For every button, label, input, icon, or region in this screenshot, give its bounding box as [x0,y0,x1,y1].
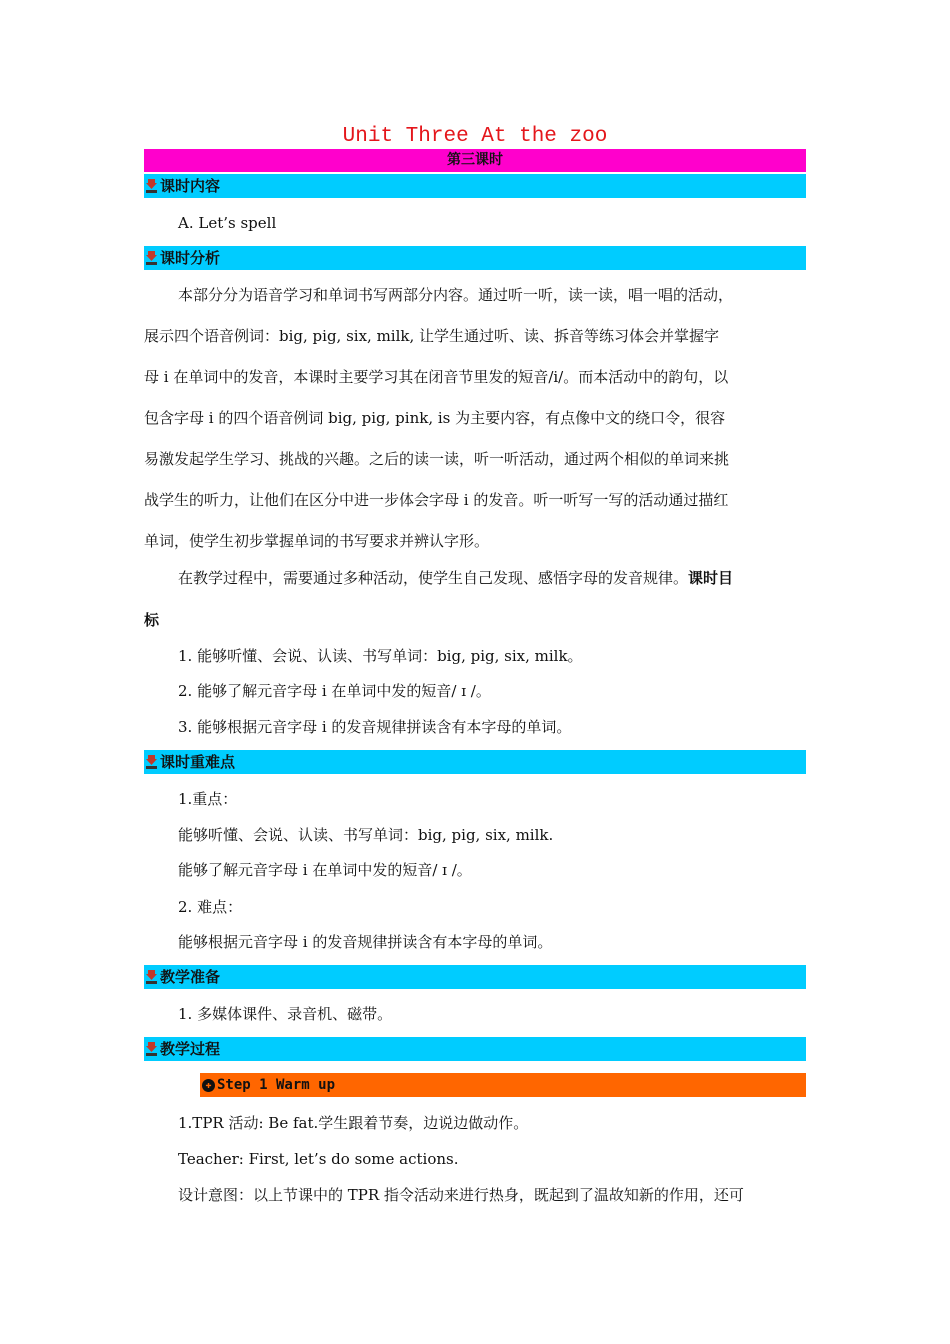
analysis-line: 本部分分为语音学习和单词书写两部分内容。通过听一听，读一读，唱一唱的活动， [178,286,734,304]
section-header-prep [144,965,806,989]
prep-item: 1. 多媒体课件、录音机、磁带。 [178,1005,393,1023]
analysis-line: 战学生的听力，让他们在区分中进一步体会字母 i 的发音。听一听写一写的活动通过描红 [144,491,729,509]
analysis-line: 展示四个语音例词：big, pig, six, milk, 让学生通过听、读、拆音等练习体会并掌握字 [144,327,720,345]
section-title: 教学准备 [160,968,221,986]
goals-heading-cont: 标 [144,611,160,629]
content-item: A. Let’s spell [178,214,277,232]
goal-item: 3. 能够根据元音字母 i 的发音规律拼读含有本字母的单词。 [178,718,572,736]
goal-item: 1. 能够听懂、会说、认读、书写单词：big, pig, six, milk。 [178,647,583,665]
step-line: 1.TPR 活动: Be fat.学生跟着节奏，边说边做动作。 [178,1114,529,1132]
process-line: 在教学过程中，需要通过多种活动，使学生自己发现、感悟字母的发音规律。 [178,569,689,587]
download-arrow-icon [145,969,158,985]
section-header-analysis [144,246,806,270]
step-bar [200,1073,806,1097]
download-arrow-icon [145,1041,158,1057]
analysis-line: 母 i 在单词中的发音，本课时主要学习其在闭音节里发的短音/i/。而本活动中的韵句，以 [144,368,729,386]
section-title: 课时重难点 [160,753,236,771]
lesson-bar: 第三课时 [144,149,806,172]
section-header-process [144,1037,806,1061]
keypoint-line: 能够了解元音字母 i 在单词中发的短音/ ɪ /。 [178,861,472,879]
analysis-line: 易激发起学生学习、挑战的兴趣。之后的读一读，听一听活动，通过两个相似的单词来挑 [144,450,730,468]
process-paragraph [178,568,806,588]
section-header-keypoints [144,750,806,774]
section-title: 课时分析 [160,249,221,267]
section-title: 教学过程 [160,1040,221,1058]
page-title: Unit Three At the zoo [342,125,608,148]
keypoint-line: 1.重点： [178,790,238,808]
analysis-line: 单词，使学生初步掌握单词的书写要求并辨认字形。 [144,532,490,550]
goals-heading: 课时目 [688,569,734,587]
keypoint-line: 能够听懂、会说、认读、书写单词：big, pig, six, milk. [178,826,554,844]
goal-item: 2. 能够了解元音字母 i 在单词中发的短音/ ɪ /。 [178,682,491,700]
download-arrow-icon [145,250,158,266]
keypoint-line: 2. 难点： [178,898,243,916]
section-header-content [144,174,806,198]
step-line: 设计意图：以上节课中的 TPR 指令活动来进行热身，既起到了温故知新的作用，还可 [178,1186,744,1204]
step-line: Teacher: First, let’s do some actions. [178,1150,459,1168]
download-arrow-icon [145,178,158,194]
step-title: Step 1 Warm up [217,1077,336,1093]
keypoint-line: 能够根据元音字母 i 的发音规律拼读含有本字母的单词。 [178,933,553,951]
section-title: 课时内容 [160,177,221,195]
circled-plus-icon: ✚ [202,1079,215,1092]
download-arrow-icon [145,754,158,770]
analysis-line: 包含字母 i 的四个语音例词 big, pig, pink, is 为主要内容，有点像中文的绕口令，很容 [144,409,726,427]
